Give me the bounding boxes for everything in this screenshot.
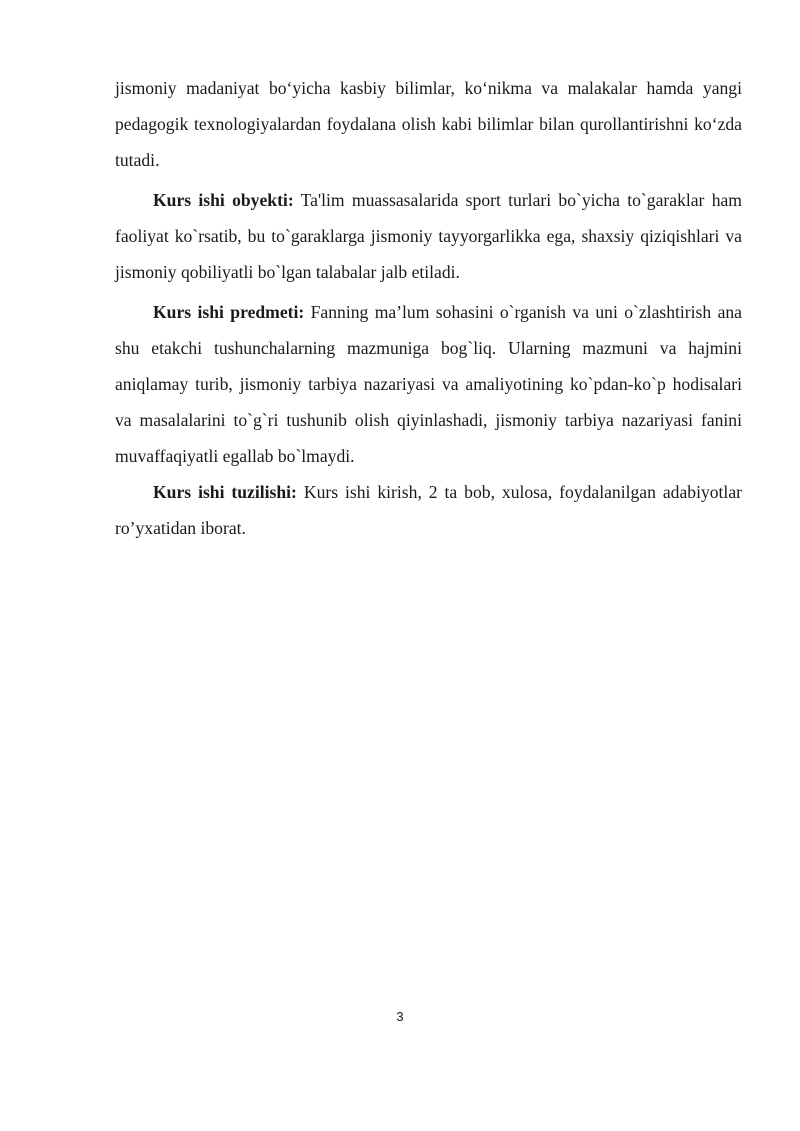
paragraph-text: Kurs ishi kirish, 2 ta bob, xulosa, foydalanilgan adabiyotlar ro’yxatidan iborat. [115, 482, 742, 538]
paragraph-text: Ta'lim muassasalarida sport turlari bo`yicha to`garaklar ham faoliyat ko`rsatib, bu to`garaklarga jismoniy tayyorgarlikka ega, shaxsiy qiziqishlari va jismoniy qobiliyatli bo`lgan talabalar jalb etiladi. [115, 190, 742, 282]
paragraph-course-object [115, 182, 742, 290]
paragraph-heading: Kurs ishi obyekti: [153, 190, 294, 210]
paragraph-intro-continuation [115, 70, 742, 178]
paragraph-course-subject [115, 294, 742, 474]
document-body [115, 70, 742, 546]
paragraph-heading: Kurs ishi tuzilishi: [153, 482, 297, 502]
paragraph-text: Fanning ma’lum sohasini o`rganish va uni o`zlashtirish ana shu etakchi tushunchalarning mazmuniga bog`liq. Ularning mazmuni va hajmini aniqlamay turib, jismoniy tarbiya nazariyasi va amaliyotining ko`pdan-ko`p hodisalari va masalalarini to`g`ri tushunib olish qiyinlashadi, jismoniy tarbiya nazariyasi fanini muvaffaqiyatli egallab bo`lmaydi. [115, 302, 742, 466]
paragraph-heading: Kurs ishi predmeti: [153, 302, 305, 322]
page-number: 3 [396, 1009, 404, 1024]
paragraph-text: jismoniy madaniyat bo‘yicha kasbiy bilimlar, ko‘nikma va malakalar hamda yangi pedagogik texnologiyalardan foydalana olish kabi bilimlar bilan qurollantirishni ko‘zda tutadi. [115, 78, 742, 170]
paragraph-course-structure [115, 474, 742, 546]
